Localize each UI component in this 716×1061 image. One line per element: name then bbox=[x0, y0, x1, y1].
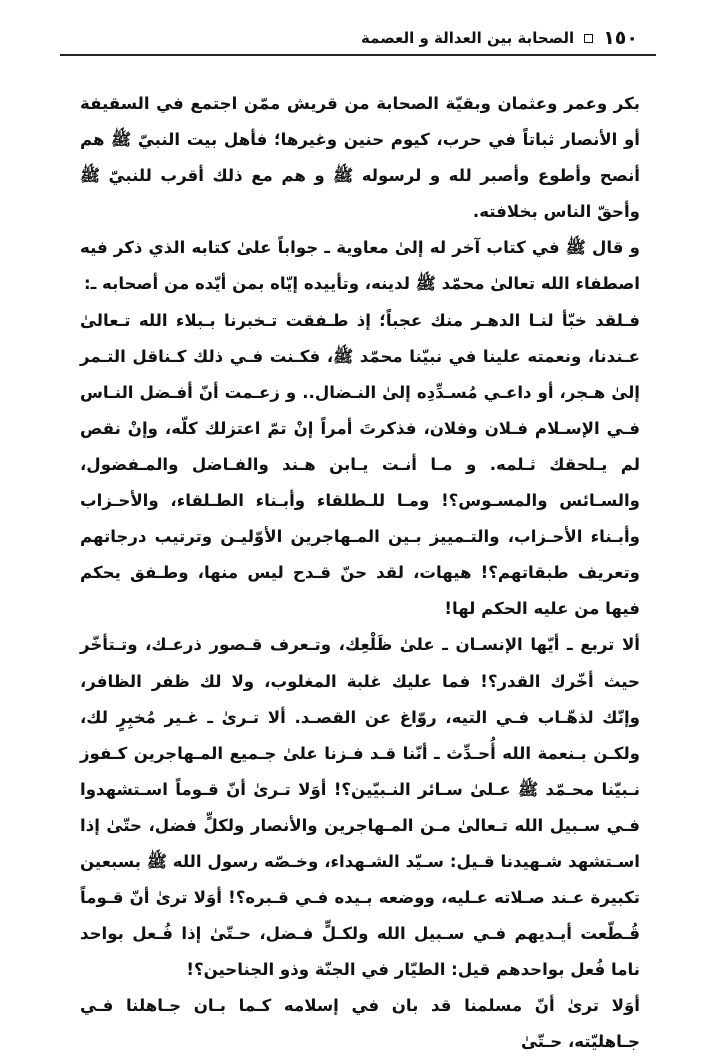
running-title: الصحابة بين العدالة و العصمة bbox=[361, 29, 575, 47]
quoted-paragraph: فـلقد خبّأ لنـا الدهـر منك عجباً؛ إذ طـفقت تـخبرنا بـبلاء الله تـعالىٰ عـندنا، ونعمته علينا في نبيّنا محمّد ﷺ، فكـنت فـي ذلك كـناقل التـمر إلىٰ هـجر، أو داعـي مُسـدِّدِه إلىٰ النـضال.. و زعـمت أنّ أفـضل النـاس فـي الإسـلام فـلان وفلان، فذكرتَ أمراً إنْ تمّ اعتزلك كلّه، وإنْ نقص لم يـلحقك ثـلمه. و مـا أنـت يـابن هـند والفـاضل والمـفضول، والسـائس والمسـوس؟! ومـا للـطلقاء وأبـناء الطـلقاء، والأحـزاب وأبـناء الأحـزاب، والتـمييز بـين المـهاجرين الأوّليـن وترتيب درجاتهم وتعريف طبقاتهم؟! هيهات، لقد حنّ قـدح ليس منها، وطـفق يحكم فيها من عليه الحكم لها! bbox=[80, 310, 640, 619]
body-text bbox=[80, 86, 640, 1061]
paragraph: و قال ﷺ في كتاب آخر له إلىٰ معاوية ـ جواباً علىٰ كتابه الذي ذكر فيه اصطفاء الله تعالىٰ محمّد ﷺ لدينه، وتأييده إيّاه بمن أيّده من أصحابه ـ: bbox=[80, 238, 640, 294]
page-number: ١٥٠ bbox=[603, 27, 638, 49]
running-header bbox=[60, 26, 638, 50]
square-ornament-icon bbox=[584, 34, 593, 43]
paragraph: بكر وعمر وعثمان وبقيّة الصحابة من قريش ممّن اجتمع في السقيفة أو الأنصار ثباتاً في حرب، كيوم حنين وغيرها؛ فأهل بيت النبيّ ﷺ هم أنصح وأطوع وأصبر لله و لرسوله ﷺ و هم مع ذلك أقرب للنبيّ ﷺ وأحقّ الناس بخلافته. bbox=[80, 94, 640, 222]
header-divider bbox=[60, 54, 656, 56]
quoted-paragraph: ألا تربع ـ أيّها الإنسـان ـ علىٰ ظَلْعِك، وتـعرف قـصور ذرعـك، وتـتأخّر حيث أخّرك القدر؟! فما عليك غلبة المغلوب، ولا لك ظفر الظافر، وإنّك لذهّـاب فـي التيه، روّاغ عن القصـد. ألا تـرىٰ ـ غـير مُخبِرٍ لك، ولكـن بـنعمة الله أُحـدِّث ـ أنّنا قـد فـزنا علىٰ جـميع المـهاجرين كـفوز نـبيّنا محـمّد ﷺ عـلىٰ سـائر النـبيّين؟! أوَلا تـرىٰ أنّ قـوماً اسـتشهدوا فـي سـبيل الله تـعالىٰ مـن المـهاجرين والأنصار ولكلٍّ فضل، حتّىٰ إذا اسـتشهد شـهيدنا قـيل: سـيّد الشـهداء، وخـصّه رسول الله ﷺ بسبعين تكبيرة عـند صـلاته عـليه، ووضعه بـيده فـي قـبره؟! أوَلا ترىٰ أنّ قـوماً قُـطّعت أيـديهم فـي سـبيل الله ولكـلٍّ فـضل، حـتّىٰ إذا فُـعل بواحد ناما فُعل بواحدهم قيل: الطيّار في الجنّة وذو الجناحين؟! bbox=[80, 635, 640, 980]
quoted-paragraph: أوَلا ترىٰ أنّ مسلمنا قد بان في إسلامه كـما بـان جـاهلنا فـي جـاهليّته، حـتّىٰ bbox=[80, 996, 640, 1052]
